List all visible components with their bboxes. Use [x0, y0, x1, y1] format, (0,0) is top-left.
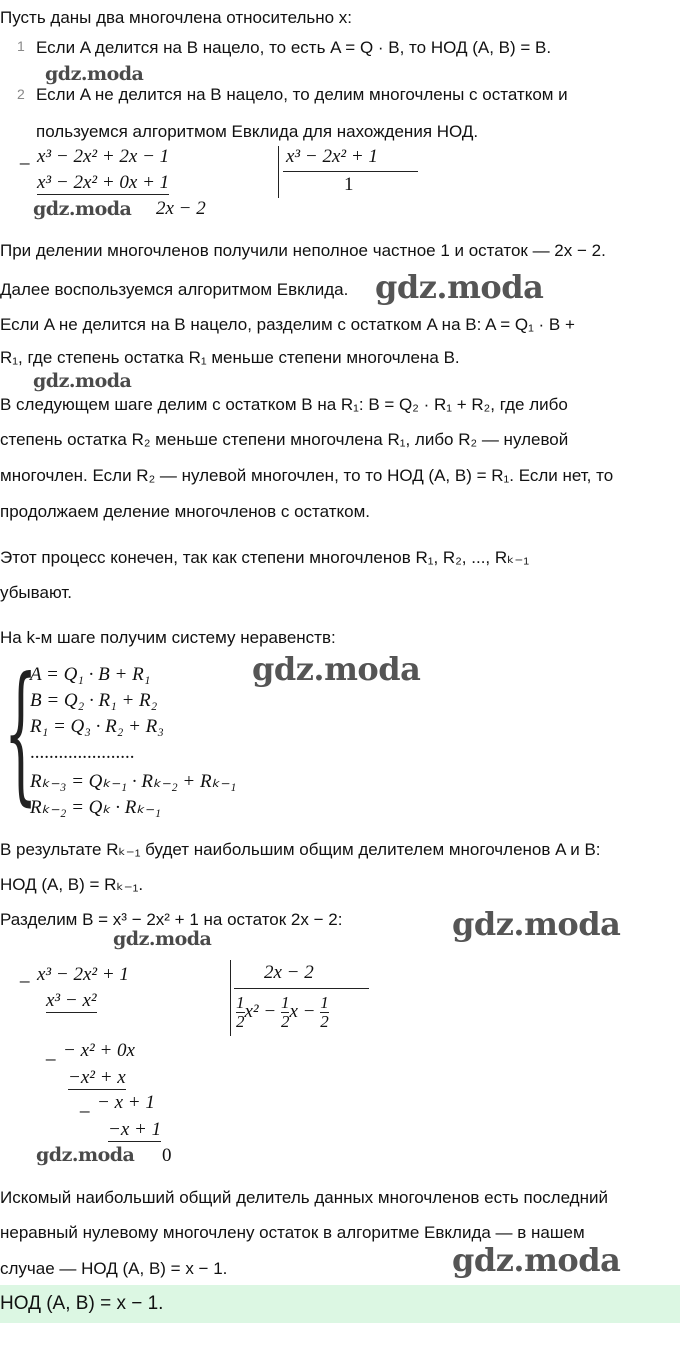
answer-text: НОД (A, B) = x − 1.: [0, 1293, 164, 1314]
paragraph: В следующем шаге делим с остатком B на R₁: B = Q₂ · R₁ + R₂, где либо: [0, 395, 568, 414]
paragraph: продолжаем деление многочленов с остатком.: [0, 502, 370, 521]
watermark: gdz.moda: [452, 1241, 621, 1279]
paragraph: убывают.: [0, 583, 72, 602]
quotient: $\frac{1}{2}$ x² − $\frac{1}{2}$ x − $\frac{1}{2}$: [236, 993, 329, 1031]
paragraph: степень остатка R₂ меньше степени многочлена R₁, либо R₂ — нулевой: [0, 430, 569, 449]
paragraph: НОД (A, B) = Rₖ₋₁.: [0, 875, 144, 894]
subtrahend: −x + 1: [108, 1119, 162, 1140]
watermark: gdz.moda: [33, 370, 132, 392]
dividend: x³ − 2x² + 2x − 1: [37, 146, 170, 167]
watermark: gdz.moda: [252, 650, 421, 688]
paragraph: На k-м шаге получим систему неравенств:: [0, 628, 336, 647]
divisor: x³ − 2x² + 1: [286, 146, 378, 167]
watermark: gdz.moda: [452, 905, 621, 943]
quotient: 1: [344, 174, 354, 195]
watermark: gdz.moda: [45, 63, 144, 85]
subtrahend: x³ − 2x² + 0x + 1: [37, 172, 170, 193]
remainder-2: − x + 1: [97, 1092, 155, 1113]
item-number: 2: [17, 86, 25, 102]
system-row: A = Q₁ · B + R₁: [30, 664, 151, 685]
subtrahend: x³ − x²: [46, 990, 97, 1011]
divisor: 2x − 2: [264, 962, 314, 983]
item2-text-line2: пользуемся алгоритмом Евклида для нахождения НОД.: [36, 122, 479, 141]
remainder-1: − x² + 0x: [63, 1040, 135, 1061]
system-row: Rₖ₋₃ = Qₖ₋₁ · Rₖ₋₂ + Rₖ₋₁: [30, 771, 237, 792]
system-row: Rₖ₋₂ = Qₖ · Rₖ₋₁: [30, 797, 162, 818]
paragraph: В результате Rₖ₋₁ будет наибольшим общим делителем многочленов A и B:: [0, 840, 601, 859]
paragraph: неравный нулевому многочлену остаток в алгоритме Евклида — в нашем: [0, 1223, 585, 1242]
paragraph: Если A не делится на B нацело, разделим с остатком A на B: A = Q₁ · B +: [0, 315, 575, 334]
paragraph: При делении многочленов получили неполное частное 1 и остаток — 2x − 2.: [0, 241, 606, 260]
item-number: 1: [17, 38, 25, 54]
system-row: ......................: [30, 742, 135, 763]
paragraph: Далее воспользуемся алгоритмом Евклида.: [0, 280, 349, 299]
answer-box: [0, 1285, 680, 1323]
dividend: x³ − 2x² + 1: [37, 964, 129, 985]
intro-text: Пусть даны два многочлена относительно x:: [0, 8, 353, 27]
paragraph: R₁, где степень остатка R₁ меньше степени многочлена B.: [0, 348, 460, 367]
paragraph: Этот процесс конечен, так как степени многочленов R₁, R₂, ..., Rₖ₋₁: [0, 548, 530, 567]
remainder: 2x − 2: [156, 198, 206, 219]
item1-text: Если A делится на B нацело, то есть A = Q · B, то НОД (A, B) = B.: [36, 38, 552, 57]
watermark: gdz.moda: [36, 1144, 135, 1166]
system-row: R₁ = Q₃ · R₂ + R₃: [30, 716, 164, 737]
system-row: B = Q₂ · R₁ + R₂: [30, 690, 158, 711]
paragraph: Искомый наибольший общий делитель данных многочленов есть последний: [0, 1188, 608, 1207]
brace-icon: {: [4, 646, 38, 820]
paragraph: Разделим B = x³ − 2x² + 1 на остаток 2x − 2:: [0, 910, 343, 929]
subtrahend: −x² + x: [68, 1067, 126, 1088]
watermark: gdz.moda: [375, 268, 544, 306]
paragraph: случае — НОД (A, B) = x − 1.: [0, 1259, 228, 1278]
watermark: gdz.moda: [33, 198, 132, 220]
item2-text-line1: Если A не делится на B нацело, то делим многочлены с остатком и: [36, 85, 568, 104]
remainder-3: 0: [162, 1145, 172, 1166]
watermark: gdz.moda: [113, 928, 212, 950]
paragraph: многочлен. Если R₂ — нулевой многочлен, то то НОД (A, B) = R₁. Если нет, то: [0, 466, 614, 485]
